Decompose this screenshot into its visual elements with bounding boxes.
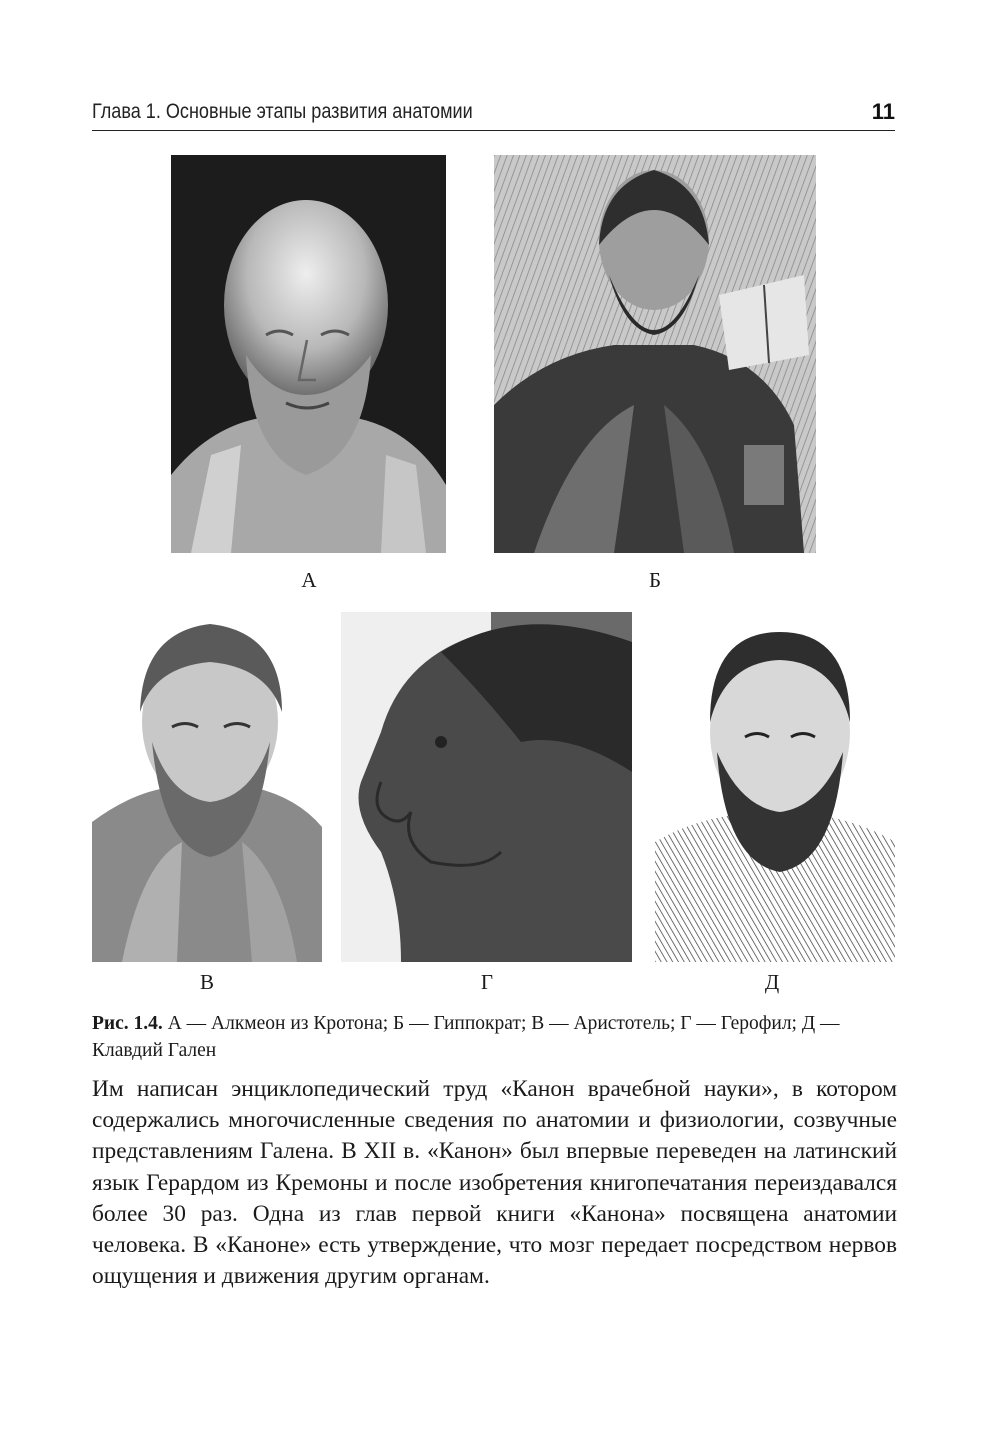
page-number: 11 xyxy=(871,99,895,124)
portrait-d-label: Д xyxy=(764,970,780,994)
portrait-a-image xyxy=(171,155,446,553)
body-paragraph: Им написан энциклопедический труд «Канон врачебной науки», в котором содержались многочисленные сведения по анатомии и физиологии, созвучные представлениям Галена. В XII в. «Канон» был впервые переведен на латинский язык Герардом из Кремоны и после изобретения книгопечатания переиздавался более 30 раз. Одна из глав первой книги «Канона» посвящена анатомии человека. В «Каноне» есть утверждение, что мозг передает посредством нервов ощущения и движения другим органам. xyxy=(92,1076,897,1290)
figure-caption xyxy=(92,1010,897,1064)
portrait-b-label: Б xyxy=(648,568,662,592)
portrait-b-image xyxy=(494,155,816,553)
portrait-v-label: В xyxy=(199,970,214,994)
running-header xyxy=(92,98,895,131)
portrait-g-image xyxy=(341,612,632,962)
figure-caption-text: А — Алкмеон из Кротона; Б — Гиппократ; В — Аристотель; Г — Герофил; Д — Клавдий Гален xyxy=(92,1013,840,1061)
portrait-d-image xyxy=(655,612,895,962)
portrait-g-label: Г xyxy=(480,970,494,994)
chapter-title: Глава 1. Основные этапы развития анатомии xyxy=(92,100,473,123)
figure-caption-prefix: Рис. 1.4. xyxy=(92,1013,163,1034)
portrait-a-label: А xyxy=(301,568,317,592)
portrait-v-image xyxy=(92,612,322,962)
